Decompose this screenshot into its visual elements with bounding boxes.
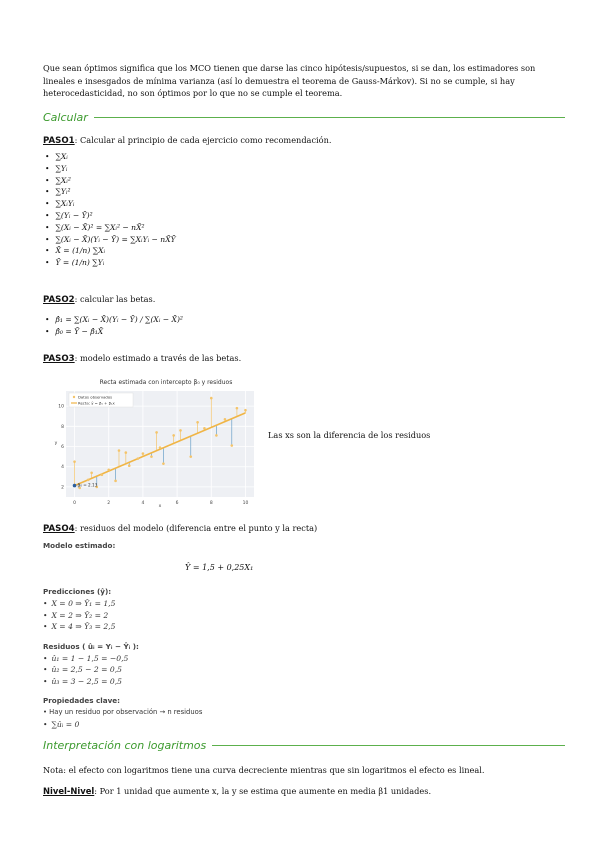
paso3-label: PASO3 xyxy=(43,354,75,364)
prediccion-item: • X = 4 ⇒ Ŷ₃ = 2,5 xyxy=(43,621,303,633)
data-point xyxy=(107,468,110,471)
paso4-label: PASO4 xyxy=(43,524,75,534)
data-point xyxy=(236,407,239,410)
formula-item: • X̄ = (1/n) ∑Xᵢ xyxy=(45,245,176,257)
x-tick-label: 10 xyxy=(242,501,249,506)
chart-title: Recta estimada con intercepto β₀ y residuos xyxy=(99,379,233,386)
data-point xyxy=(224,418,227,421)
paso3-text: : modelo estimado a través de las betas. xyxy=(74,353,242,363)
prediccion-item: • X = 2 ⇒ Ŷ₂ = 2 xyxy=(43,610,303,622)
formula-item: • β̂₀ = Ȳ − β̂₁X̄ xyxy=(45,326,183,338)
y-tick-label: 8 xyxy=(61,424,64,430)
regression-chart xyxy=(52,375,260,513)
section-calcular xyxy=(43,110,565,124)
data-point xyxy=(179,429,182,432)
paso4-text: : residuos del modelo (diferencia entre el punto y la recta) xyxy=(74,523,318,533)
x-axis-label: x xyxy=(158,504,162,509)
data-point xyxy=(87,479,90,482)
modelo-heading: Modelo estimado: xyxy=(43,541,116,550)
formula-item: • Ȳ = (1/n) ∑Yᵢ xyxy=(45,257,176,269)
legend-marker-points xyxy=(73,396,75,398)
data-point xyxy=(244,409,247,412)
legend-entry: Datos observados xyxy=(78,394,113,400)
data-point xyxy=(196,421,199,424)
paso2-formula-list xyxy=(45,314,183,338)
section-rule xyxy=(212,745,565,746)
data-point xyxy=(114,480,117,483)
data-point xyxy=(210,397,213,400)
data-point xyxy=(118,449,121,452)
paso1-text: : Calcular al principio de cada ejercicio como recomendación. xyxy=(74,135,332,145)
y-tick-label: 6 xyxy=(61,445,64,451)
data-point xyxy=(189,455,192,458)
paso2-text: : calcular las betas. xyxy=(74,294,156,304)
propiedades-heading: Propiedades clave: xyxy=(43,696,121,705)
nota-text: Nota: el efecto con logaritmos tiene una curva decreciente mientras que sin logaritmos el efecto es lineal. xyxy=(43,765,485,775)
nivel-text: : Por 1 unidad que aumente x, la y se estima que aumente en media β1 unidades. xyxy=(94,786,432,796)
data-point xyxy=(125,451,128,454)
formula-item: • ∑(Xᵢ − X̄)² = ∑Xᵢ² − nX̄² xyxy=(45,222,176,234)
formula-item: • ∑XᵢYᵢ xyxy=(45,198,176,210)
section-interpretacion xyxy=(43,738,565,752)
data-point xyxy=(159,446,162,449)
residuo-item: • û₃ = 3 − 2,5 = 0,5 xyxy=(43,676,303,688)
paso2-label: PASO2 xyxy=(43,295,75,305)
paso1-label: PASO1 xyxy=(43,136,75,146)
formula-item: • ∑(Yᵢ − Ȳ)² xyxy=(45,210,176,222)
y-tick-label: 4 xyxy=(61,465,64,471)
propiedad-suma: • ∑ûᵢ = 0 xyxy=(43,719,303,731)
data-point xyxy=(136,457,139,460)
residuals-panel xyxy=(43,540,303,730)
chart-note: Las xs son la diferencia de los residuos xyxy=(268,430,431,440)
data-point xyxy=(155,431,158,434)
formula-item: • β̂₁ = ∑(Xᵢ − X̄)(Yᵢ − Ȳ) / ∑(Xᵢ − X̄)² xyxy=(45,314,183,326)
data-point xyxy=(150,455,153,458)
y-axis-label: y xyxy=(54,441,58,446)
section-title-interpretacion: Interpretación con logaritmos xyxy=(43,738,207,752)
data-point xyxy=(230,444,233,447)
formula-item: • ∑Yᵢ² xyxy=(45,186,176,198)
data-point xyxy=(215,434,218,437)
x-tick-label: 0 xyxy=(73,501,76,506)
x-tick-label: 6 xyxy=(175,501,179,506)
modelo-equation: Ŷ = 1,5 + 0,25X₁ xyxy=(185,563,254,572)
legend-entry: Recta: ŷ = β₀ + β₁x xyxy=(78,400,115,406)
formula-item: • ∑Xᵢ xyxy=(45,151,176,163)
paso3-heading xyxy=(43,353,241,364)
paso1-formula-list xyxy=(45,151,176,269)
data-point xyxy=(162,462,165,465)
x-tick-label: 4 xyxy=(141,501,145,506)
intro-paragraph: Que sean óptimos significa que los MCO tienen que darse las cinco hipótesis/supuestos, si se dan, los estimadores son lineales e insesgados de mínima varianza (así lo demuestra el teorema de Gauss-Márkov). Si no se cumple, si hay heterocedasticidad, no son óptimos por lo que no se cumple el teorema. xyxy=(43,63,536,99)
intercept-annotation: β₀ = 2.13 xyxy=(77,482,98,488)
data-point xyxy=(172,434,175,437)
intercept-point xyxy=(73,484,77,488)
predicciones-list xyxy=(43,598,303,633)
residuo-item: • û₂ = 2,5 − 2 = 0,5 xyxy=(43,664,303,676)
x-tick-label: 8 xyxy=(209,501,213,506)
paso1-heading xyxy=(43,135,331,146)
nivel-label: Nivel-Nivel xyxy=(43,786,95,796)
nivel-nivel xyxy=(43,786,431,796)
data-point xyxy=(73,460,76,463)
y-tick-label: 10 xyxy=(58,404,64,410)
data-point xyxy=(90,471,93,474)
section-rule xyxy=(94,117,565,118)
data-point xyxy=(203,427,206,430)
residuo-item: • û₁ = 1 − 1,5 = −0,5 xyxy=(43,653,303,665)
y-tick-label: 2 xyxy=(61,485,64,491)
paso4-heading xyxy=(43,523,317,534)
residuos-heading: Residuos ( ûᵢ = Yᵢ − Ŷᵢ ): xyxy=(43,641,139,651)
data-point xyxy=(128,464,131,467)
formula-item: • ∑(Xᵢ − X̄)(Yᵢ − Ȳ) = ∑XᵢYᵢ − nX̄Ȳ xyxy=(45,234,176,246)
paso2-heading xyxy=(43,294,155,305)
data-point xyxy=(101,473,104,476)
predicciones-heading: Predicciones (ŷ): xyxy=(43,587,112,596)
formula-item: • ∑Xᵢ² xyxy=(45,175,176,187)
prediccion-item: • X = 0 ⇒ Ŷ₁ = 1,5 xyxy=(43,598,303,610)
residuos-list xyxy=(43,653,303,688)
data-point xyxy=(142,452,145,455)
formula-item: • ∑Yᵢ xyxy=(45,163,176,175)
section-title-calcular: Calcular xyxy=(43,110,88,124)
propiedad-residuo: • Hay un residuo por observación → n residuos xyxy=(43,708,203,716)
x-tick-label: 2 xyxy=(107,501,111,506)
